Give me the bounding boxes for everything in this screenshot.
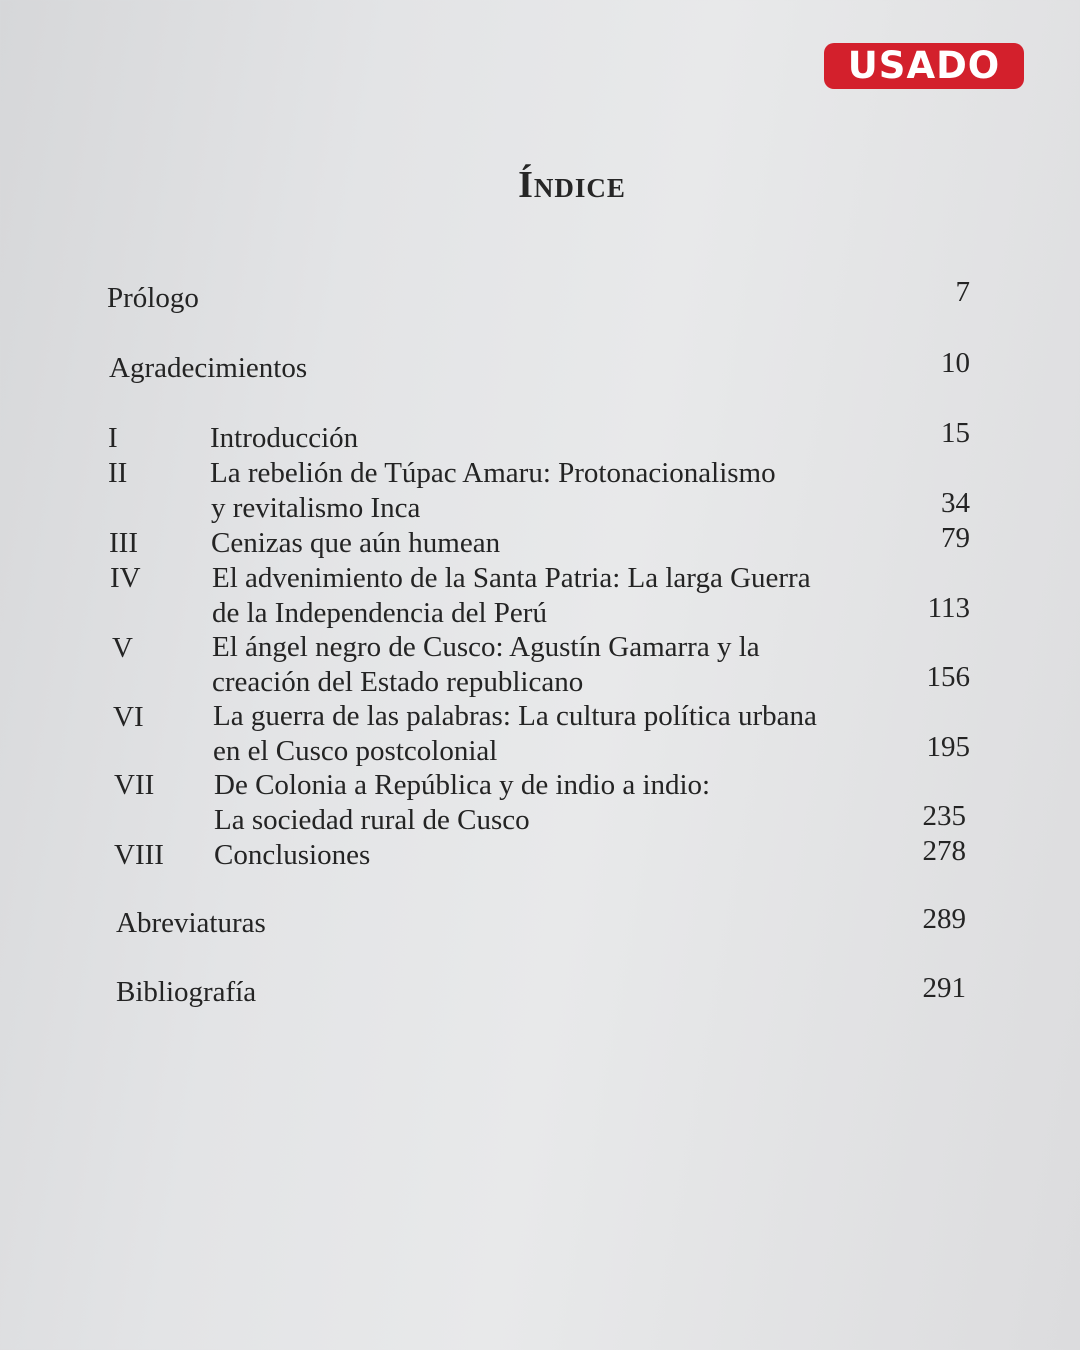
chapter-page: 79 [941, 522, 970, 554]
chapter-title: La rebelión de Túpac Amaru: Protonacionalismo [210, 457, 776, 489]
chapter-number: II [108, 457, 128, 489]
toc-entry-page: 7 [955, 276, 970, 308]
toc-entry-label: Abreviaturas [116, 907, 266, 939]
chapter-number: V [112, 632, 133, 664]
chapter-title: La guerra de las palabras: La cultura política urbana [213, 700, 817, 732]
chapter-page: 34 [941, 487, 970, 519]
chapter-number: VII [114, 769, 155, 801]
toc-entry-label: Agradecimientos [109, 352, 308, 384]
chapter-page: 15 [941, 417, 970, 449]
chapter-title: El ángel negro de Cusco: Agustín Gamarra y la [212, 631, 760, 663]
chapter-page: 278 [922, 835, 966, 867]
chapter-title-continued: creación del Estado republicano [212, 666, 584, 698]
chapter-page: 195 [926, 731, 970, 763]
chapter-title: El advenimiento de la Santa Patria: La larga Guerra [212, 562, 811, 594]
chapter-title-continued: La sociedad rural de Cusco [214, 804, 530, 836]
page-title: Índice [518, 164, 626, 206]
chapter-title: Introducción [210, 422, 359, 454]
chapter-page: 235 [922, 800, 966, 832]
chapter-page: 156 [926, 661, 970, 693]
chapter-number: III [109, 527, 138, 559]
chapter-number: VI [113, 701, 144, 733]
chapter-title-continued: en el Cusco postcolonial [213, 735, 498, 767]
chapter-title-continued: y revitalismo Inca [211, 492, 421, 524]
toc-entry-page: 289 [922, 903, 966, 935]
toc-entry-page: 291 [922, 972, 966, 1004]
chapter-title: Cenizas que aún humean [211, 527, 501, 559]
toc-entry-label: Bibliografía [116, 976, 257, 1008]
toc-entry-page: 10 [941, 347, 970, 379]
chapter-page: 113 [927, 592, 970, 624]
chapter-title-continued: de la Independencia del Perú [212, 597, 547, 629]
chapter-title: Conclusiones [214, 839, 371, 871]
chapter-number: VIII [114, 839, 164, 871]
used-badge: USADO [824, 43, 1024, 89]
chapter-title: De Colonia a República y de indio a indio: [214, 769, 711, 801]
chapter-number: IV [110, 562, 141, 594]
chapter-number: I [108, 422, 118, 454]
toc-entry-label: Prólogo [107, 282, 199, 314]
